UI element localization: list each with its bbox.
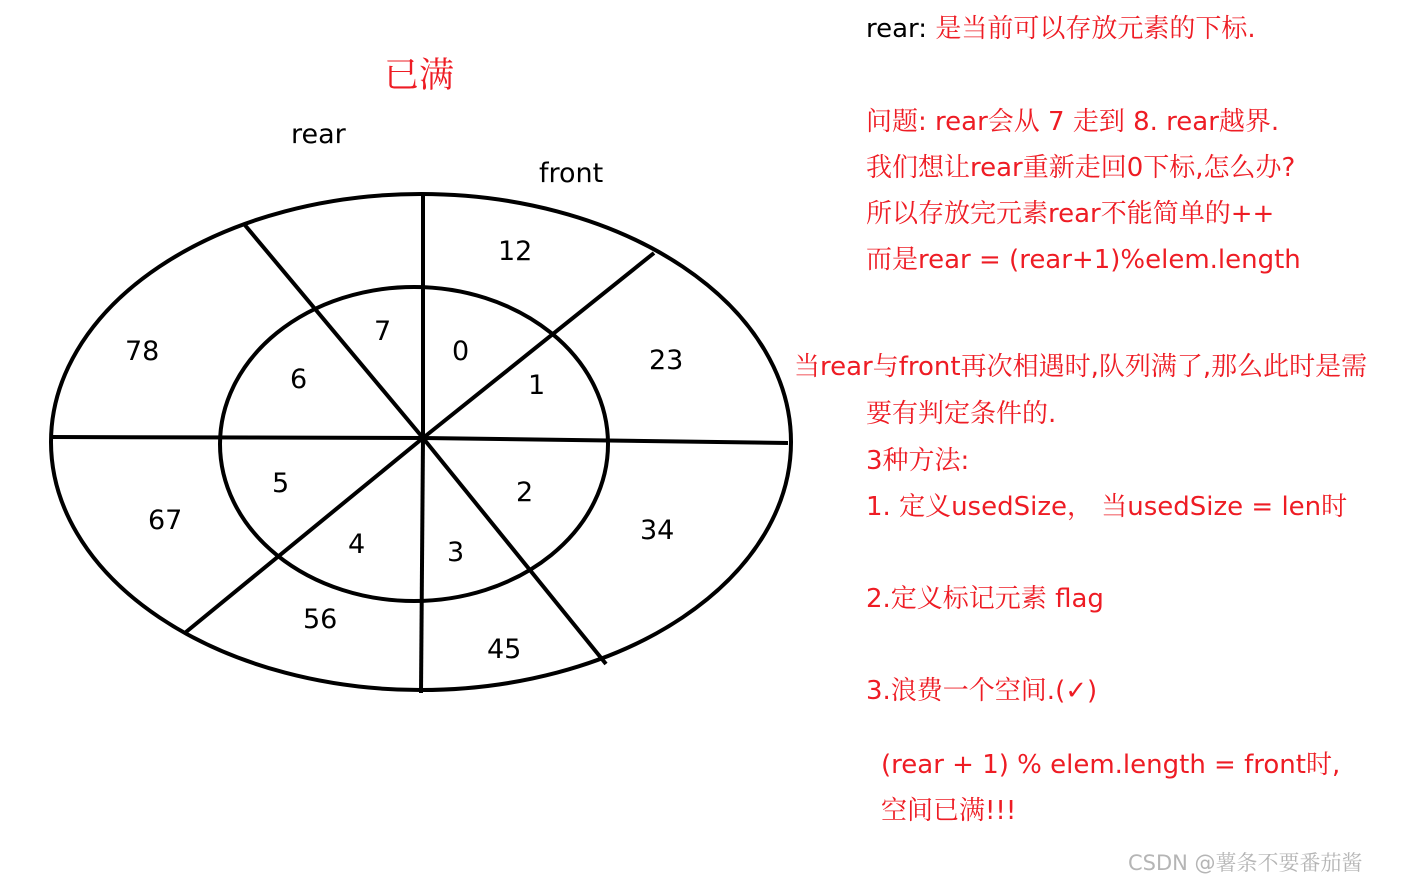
csdn-watermark: CSDN @薯条不要番茄酱 (1128, 851, 1363, 875)
note-problem: 问题: rear会从 7 走到 8. rear越界. (866, 107, 1280, 137)
index-5: 5 (272, 468, 290, 499)
note-full-formula: (rear + 1) % elem.length = front时, (881, 750, 1341, 780)
index-3: 3 (447, 537, 465, 568)
value-slot-1: 23 (649, 345, 684, 376)
note-meet-condition: 当rear与front再次相遇时,队列满了,那么此时是需 (794, 352, 1368, 382)
divider-horizontal-right (423, 438, 788, 443)
diagram-title: 已满 (384, 56, 455, 96)
divider-horizontal-left (50, 437, 423, 438)
value-slot-2: 34 (640, 515, 675, 546)
note-three-methods: 3种方法: (866, 446, 970, 476)
value-slot-4: 56 (303, 604, 338, 635)
note-method-used-size: 1. 定义usedSize， 当usedSize = len时 (866, 492, 1348, 522)
value-slot-0: 12 (498, 236, 533, 267)
index-0: 0 (452, 336, 470, 367)
note-meet-condition-cont: 要有判定条件的. (866, 399, 1057, 429)
note-method-waste-space: 3.浪费一个空间.(✓) (866, 676, 1098, 706)
value-slot-6: 78 (125, 336, 160, 367)
index-6: 6 (290, 364, 308, 395)
divider-diag-upper-left (244, 224, 423, 438)
rear-definition (866, 8, 1256, 45)
rear-label: rear (291, 119, 346, 150)
index-4: 4 (348, 529, 366, 560)
index-7: 7 (374, 316, 392, 347)
note-modulo-formula: 而是rear = (rear+1)%elem.length (866, 245, 1301, 275)
divider-vertical-bottom (421, 438, 423, 693)
note-full-conclusion: 空间已满!!! (881, 796, 1017, 826)
index-1: 1 (528, 370, 546, 401)
value-slot-5: 67 (148, 505, 183, 536)
front-label: front (539, 158, 604, 189)
rear-definition-text: 是当前可以存放元素的下标. (935, 14, 1256, 44)
note-question: 我们想让rear重新走回0下标,怎么办? (866, 153, 1296, 183)
note-not-simple-increment: 所以存放完元素rear不能简单的++ (866, 199, 1275, 229)
note-method-flag: 2.定义标记元素 flag (866, 584, 1104, 614)
index-2: 2 (516, 477, 534, 508)
value-slot-3: 45 (487, 634, 522, 665)
rear-definition-label: rear: (866, 14, 928, 44)
